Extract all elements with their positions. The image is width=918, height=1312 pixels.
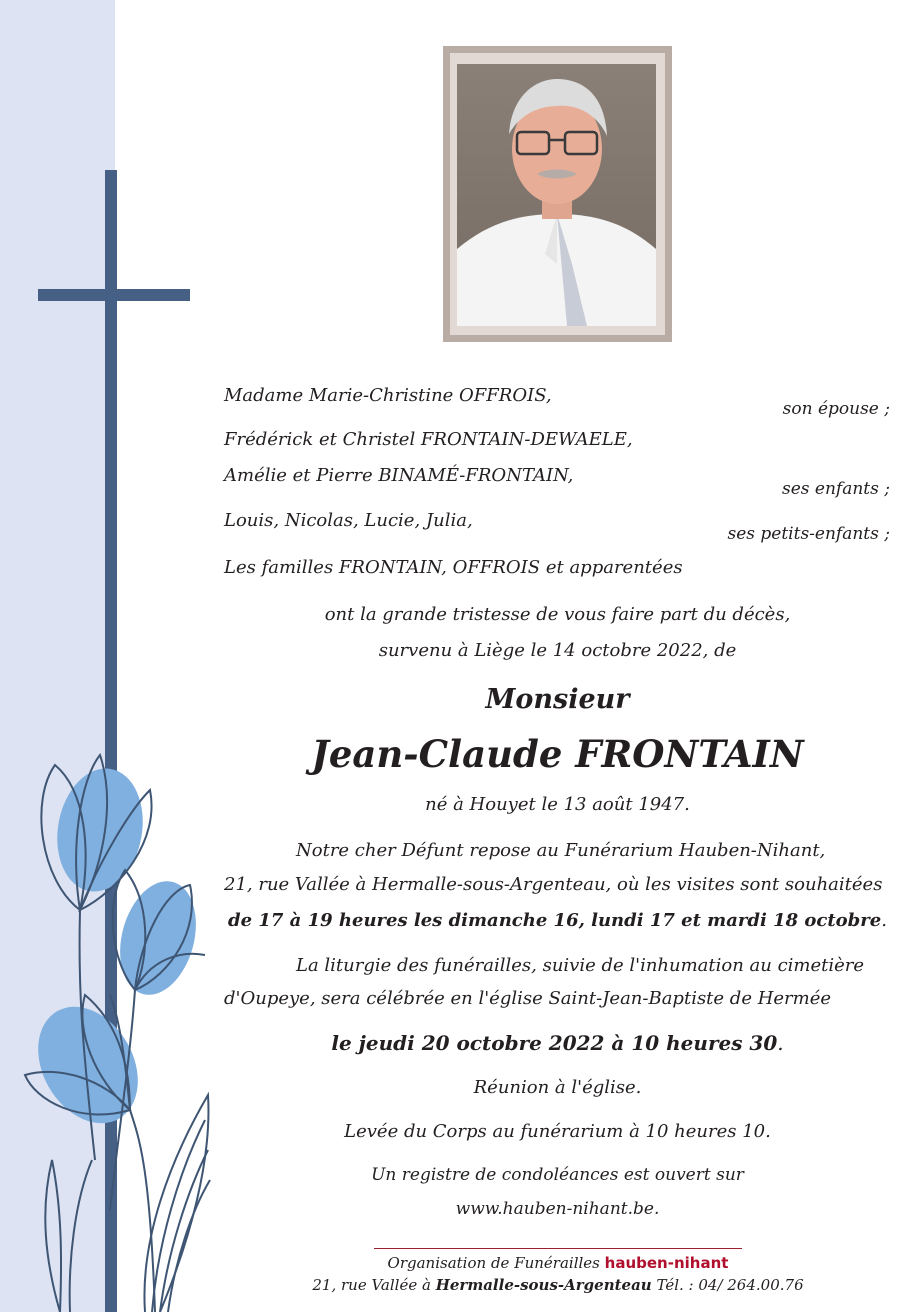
family-line-spouse: Madame Marie-Christine OFFROIS, bbox=[224, 385, 552, 406]
registre-line-1: Un registre de condoléances est ouvert sur bbox=[371, 1165, 744, 1185]
levee-text: Levée du Corps au funérarium à 10 heures 10. bbox=[344, 1121, 771, 1142]
portrait-frame bbox=[443, 46, 672, 342]
announcement-line-2: survenu à Liège le 14 octobre 2022, de bbox=[378, 640, 737, 661]
liturgy-line-2: d'Oupeye, sera célébrée en l'église Saint-Jean-Baptiste de Hermée bbox=[224, 988, 832, 1009]
visit-line-2: 21, rue Vallée à Hermalle-sous-Argenteau, où les visites sont souhaitées bbox=[224, 874, 883, 895]
reunion-text: Réunion à l'église. bbox=[473, 1077, 642, 1098]
deceased-birth: né à Houyet le 13 août 1947. bbox=[425, 794, 690, 815]
visit-line-1: Notre cher Défunt repose au Funérarium Hauben-Nihant, bbox=[296, 840, 826, 861]
footer-organisation bbox=[374, 1254, 742, 1272]
announcement-line-1: ont la grande tristesse de vous faire part du décès, bbox=[324, 604, 791, 625]
liturgy-date: le jeudi 20 octobre 2022 à 10 heures 30 bbox=[331, 1031, 778, 1055]
portrait-photo bbox=[457, 64, 656, 326]
visit-hours: de 17 à 19 heures les dimanche 16, lundi 17 et mardi 18 octobre bbox=[228, 910, 882, 931]
deceased-name: Jean-Claude FRONTAIN bbox=[311, 732, 804, 776]
footer-address bbox=[300, 1276, 816, 1294]
liturgy-line-1: La liturgie des funérailles, suivie de l'inhumation au cimetière bbox=[296, 955, 865, 976]
liturgy-line-3 bbox=[200, 1030, 915, 1056]
footer-phone: Tél. : 04/ 264.00.76 bbox=[656, 1276, 804, 1294]
footer-address-prefix: 21, rue Vallée à bbox=[312, 1276, 431, 1294]
role-grandchildren: ses petits-enfants ; bbox=[727, 524, 890, 544]
role-children: ses enfants ; bbox=[782, 479, 890, 499]
role-spouse: son épouse ; bbox=[782, 399, 890, 419]
family-line-families: Les familles FRONTAIN, OFFROIS et apparentées bbox=[224, 557, 683, 578]
tulip-flowers-icon bbox=[0, 740, 220, 1312]
brand-logo: hauben-nihant bbox=[604, 1254, 729, 1272]
liturgy-period: . bbox=[777, 1031, 784, 1055]
cross-bar bbox=[38, 289, 190, 301]
footer-org-prefix: Organisation de Funérailles bbox=[387, 1254, 600, 1272]
visit-line-3 bbox=[200, 910, 915, 932]
visit-period: . bbox=[881, 910, 887, 931]
footer-divider bbox=[374, 1248, 742, 1249]
footer-address-city: Hermalle-sous-Argenteau bbox=[435, 1276, 652, 1294]
family-line-grandchildren: Louis, Nicolas, Lucie, Julia, bbox=[224, 510, 473, 531]
registre-website: www.hauben-nihant.be. bbox=[455, 1199, 660, 1219]
deceased-title: Monsieur bbox=[485, 684, 630, 715]
family-line-child-2: Amélie et Pierre BINAMÉ-FRONTAIN, bbox=[224, 465, 574, 486]
family-line-child-1: Frédérick et Christel FRONTAIN-DEWAELE, bbox=[224, 429, 633, 450]
